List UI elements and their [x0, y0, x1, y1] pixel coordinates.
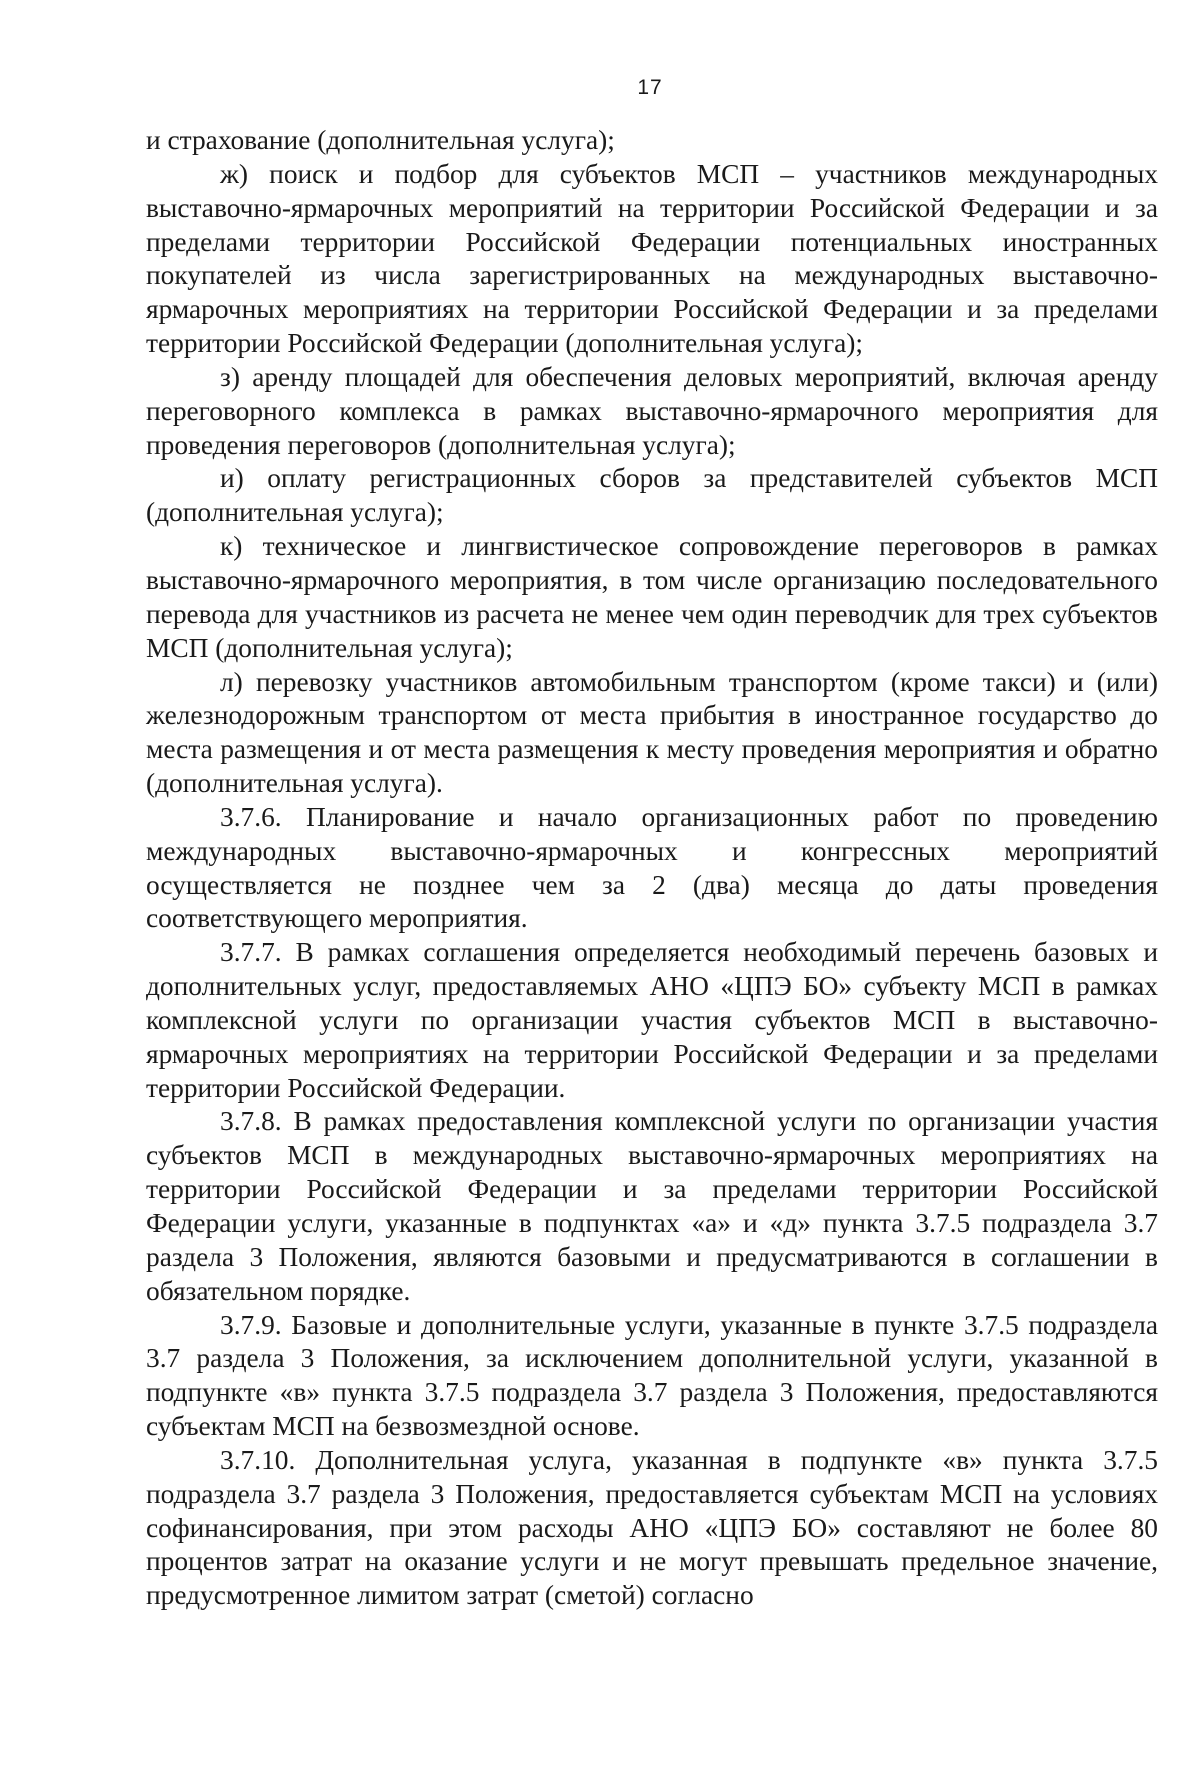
paragraph-continuation: и страхование (дополнительная услуга);: [146, 125, 615, 155]
subitem-z: з) аренду площадей для обеспечения деловых мероприятий, включая аренду переговорного комплекса в рамках выставочно-ярмарочного мероприятия для проведения переговоров (дополнительная услуга);: [146, 361, 1158, 460]
subitem-l: л) перевозку участников автомобильным транспортом (кроме такси) и (или) железнодорожным транспортом от места прибытия в иностранное государство до места размещения и от места размещения к месту проведения мероприятия и обратно (дополнительная услуга).: [146, 666, 1158, 799]
clause-3-7-6: 3.7.6. Планирование и начало организационных работ по проведению международных выставочно-ярмарочных и конгрессных мероприятий осуществляется не позднее чем за 2 (два) месяца до даты проведения соответствующего мероприятия.: [146, 801, 1158, 934]
subitem-zh: ж) поиск и подбор для субъектов МСП – участников международных выставочно-ярмарочных мероприятий на территории Российской Федерации и за пределами территории Российской Федерации потенциальных иностранных покупателей из числа зарегистрированных на международных выставочно-ярмарочных мероприятиях на территории Российской Федерации и за пределами территории Российской Федерации (дополнительная услуга);: [146, 158, 1158, 359]
document-body: [146, 124, 1158, 1613]
clause-3-7-7: 3.7.7. В рамках соглашения определяется необходимый перечень базовых и дополнительных услуг, предоставляемых АНО «ЦПЭ БО» субъекту МСП в рамках комплексной услуги по организации участия субъектов МСП в выставочно-ярмарочных мероприятиях на территории Российской Федерации и за пределами территории Российской Федерации.: [146, 937, 1158, 1103]
clause-3-7-9: 3.7.9. Базовые и дополнительные услуги, указанные в пункте 3.7.5 подраздела 3.7 раздела 3 Положения, за исключением дополнительной услуги, указанной в подпункте «в» пункта 3.7.5 подраздела 3.7 раздела 3 Положения, предоставляются субъектам МСП на безвозмездной основе.: [146, 1309, 1158, 1442]
subitem-k: к) техническое и лингвистическое сопровождение переговоров в рамках выставочно-ярмарочного мероприятия, в том числе организацию последовательного перевода для участников из расчета не менее чем один переводчик для трех субъектов МСП (дополнительная услуга);: [146, 531, 1158, 663]
clause-3-7-8: 3.7.8. В рамках предоставления комплексной услуги по организации участия субъектов МСП в международных выставочно-ярмарочных мероприятиях на территории Российской Федерации и за пределами территории Российской Федерации услуги, указанные в подпунктах «а» и «д» пункта 3.7.5 подраздела 3.7 раздела 3 Положения, являются базовыми и предусматриваются в соглашении в обязательном порядке.: [146, 1106, 1158, 1306]
subitem-i: и) оплату регистрационных сборов за представителей субъектов МСП (дополнительная услуга);: [146, 463, 1158, 528]
clause-3-7-10: 3.7.10. Дополнительная услуга, указанная в подпункте «в» пункта 3.7.5 подраздела 3.7 раздела 3 Положения, предоставляется субъектам МСП на условиях софинансирования, при этом расходы АНО «ЦПЭ БО» составляют не более 80 процентов затрат на оказание услуги и не могут превышать предельное значение, предусмотренное лимитом затрат (сметой) согласно: [146, 1444, 1158, 1611]
page-number: 17: [637, 76, 663, 99]
